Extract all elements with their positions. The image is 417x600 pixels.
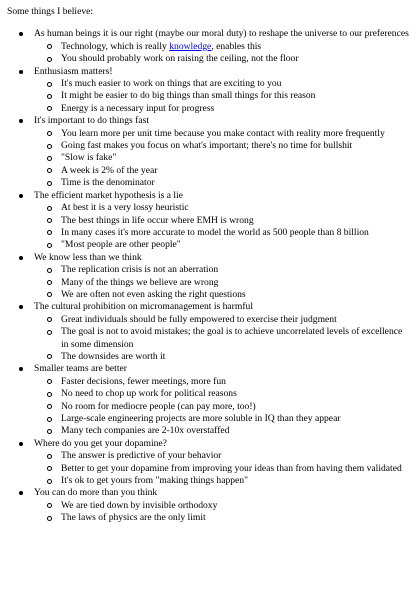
subitem-text: Many of the things we believe are wrong xyxy=(61,276,219,288)
subitem-text: We are often not even asking the right questions xyxy=(61,288,246,300)
bullet-circle-icon xyxy=(47,181,52,186)
belief-subitem xyxy=(34,103,411,115)
belief-sublist xyxy=(34,41,411,66)
bullet-circle-icon xyxy=(47,44,52,49)
bullet-circle-icon xyxy=(47,354,52,359)
bullet-circle-icon xyxy=(47,268,52,273)
belief-item xyxy=(7,487,411,524)
belief-subitem xyxy=(34,227,411,239)
bullet-circle-icon xyxy=(47,466,52,471)
belief-text: The efficient market hypothesis is a lie xyxy=(34,189,184,201)
belief-subitem xyxy=(34,500,411,512)
bullet-circle-icon xyxy=(47,479,52,484)
bullet-circle-icon xyxy=(47,156,52,161)
belief-subitem xyxy=(34,53,411,65)
belief-subitem xyxy=(34,202,411,214)
subitem-text: The best things in life occur where EMH is wrong xyxy=(61,214,254,226)
subitem-text: Better to get your dopamine from improving your ideas than from having them validated xyxy=(61,462,402,474)
bullet-circle-icon xyxy=(47,417,52,422)
belief-subitem xyxy=(34,277,411,289)
subitem-text: The downsides are worth it xyxy=(61,350,166,362)
bullet-disc-icon xyxy=(19,256,23,260)
subitem-text: The laws of physics are the only limit xyxy=(61,512,206,524)
belief-sublist xyxy=(34,78,411,115)
bullet-circle-icon xyxy=(47,503,52,508)
belief-subitem xyxy=(34,450,411,462)
bullet-circle-icon xyxy=(47,404,52,409)
belief-sublist xyxy=(34,264,411,301)
belief-subitem xyxy=(34,425,411,437)
page-heading: Some things I believe: xyxy=(7,6,94,17)
subitem-text: In many cases it's more accurate to model the world as 500 people than 8 billion xyxy=(61,226,369,238)
belief-item xyxy=(7,301,411,363)
bullet-disc-icon xyxy=(19,119,23,123)
beliefs-list xyxy=(7,28,411,524)
bullet-circle-icon xyxy=(47,206,52,211)
subitem-text: Large-scale engineering projects are more soluble in IQ than they appear xyxy=(61,413,341,424)
belief-sublist xyxy=(34,376,411,438)
belief-subitem xyxy=(34,152,411,164)
bullet-disc-icon xyxy=(19,194,23,198)
subitem-text: You should probably work on raising the ceiling, not the floor xyxy=(61,53,299,65)
bullet-circle-icon xyxy=(47,516,52,521)
bullet-disc-icon xyxy=(19,32,23,36)
belief-subitem xyxy=(34,351,411,363)
subitem-text: It's ok to get yours from "making things happen" xyxy=(61,475,249,487)
belief-text: The cultural prohibition on micromanagement is harmful xyxy=(34,301,253,313)
subitem-text: Great individuals should be fully empowered to exercise their judgment xyxy=(61,313,337,325)
belief-text: We know less than we think xyxy=(34,251,142,263)
bullet-disc-icon xyxy=(19,491,23,495)
bullet-disc-icon xyxy=(19,70,23,74)
belief-sublist xyxy=(34,202,411,252)
belief-subitem xyxy=(34,177,411,189)
belief-text: As human beings it is our right (maybe our moral duty) to reshape the universe to our preferences xyxy=(34,28,409,40)
bullet-circle-icon xyxy=(47,243,52,248)
bullet-circle-icon xyxy=(47,379,52,384)
belief-subitem xyxy=(34,165,411,177)
belief-subitem xyxy=(34,90,411,102)
belief-text: Smaller teams are better xyxy=(34,363,127,375)
subitem-text: It might be easier to do big things than small things for this reason xyxy=(61,90,316,102)
subitem-text: At best it is a very lossy heuristic xyxy=(61,202,189,214)
bullet-circle-icon xyxy=(47,94,52,99)
knowledge-link[interactable]: knowledge xyxy=(169,40,212,52)
belief-sublist xyxy=(34,314,411,364)
subitem-text: "Most people are other people" xyxy=(61,239,181,251)
bullet-circle-icon xyxy=(47,57,52,62)
bullet-circle-icon xyxy=(47,106,52,111)
belief-subitem xyxy=(34,264,411,276)
bullet-circle-icon xyxy=(47,168,52,173)
bullet-circle-icon xyxy=(47,330,52,335)
bullet-circle-icon xyxy=(47,131,52,136)
bullet-circle-icon xyxy=(47,429,52,434)
subitem-text: A week is 2% of the year xyxy=(61,164,158,176)
belief-subitem xyxy=(34,475,411,487)
bullet-circle-icon xyxy=(47,280,52,285)
belief-subitem xyxy=(34,128,411,140)
subitem-text: We are tied down by invisible orthodoxy xyxy=(61,499,218,511)
belief-item xyxy=(7,66,411,116)
belief-item xyxy=(7,252,411,302)
bullet-disc-icon xyxy=(19,367,23,371)
belief-sublist xyxy=(34,128,411,190)
subitem-text: No room for mediocre people (can pay more, too!) xyxy=(61,400,256,412)
belief-subitem xyxy=(34,140,411,152)
bullet-circle-icon xyxy=(47,144,52,149)
subitem-text: "Slow is fake" xyxy=(61,152,117,164)
subitem-text: Faster decisions, fewer meetings, more fun xyxy=(61,375,226,387)
belief-subitem xyxy=(34,78,411,90)
bullet-circle-icon xyxy=(47,392,52,397)
subitem-text: Many tech companies are 2-10x overstaffed xyxy=(61,425,230,437)
subitem-text: Going fast makes you focus on what's important; there's no time for bullshit xyxy=(61,140,353,152)
belief-sublist xyxy=(34,450,411,487)
subitem-text-before: Technology, which is really xyxy=(61,40,170,52)
bullet-circle-icon xyxy=(47,454,52,459)
subitem-text-after: , enables this xyxy=(211,40,262,52)
belief-item xyxy=(7,438,411,488)
subitem-text: The goal is not to avoid mistakes; the goal is to achieve uncorrelated levels of excellence in some dimension xyxy=(61,326,403,350)
belief-text: Where do you get your dopamine? xyxy=(34,437,167,449)
belief-subitem xyxy=(34,376,411,388)
bullet-circle-icon xyxy=(47,230,52,235)
belief-sublist xyxy=(34,500,411,525)
belief-text: You can do more than you think xyxy=(34,487,158,499)
bullet-circle-icon xyxy=(47,218,52,223)
belief-subitem xyxy=(34,512,411,524)
belief-subitem xyxy=(34,314,411,326)
belief-subitem xyxy=(34,289,411,301)
belief-text: Enthusiasm matters! xyxy=(34,65,113,77)
subitem-text: The answer is predictive of your behavior xyxy=(61,450,222,462)
subitem-text: Time is the denominator xyxy=(61,177,155,189)
subitem-text: No need to chop up work for political reasons xyxy=(61,388,237,400)
subitem-text: Energy is a necessary input for progress xyxy=(61,102,215,114)
bullet-disc-icon xyxy=(19,442,23,446)
subitem-text: You learn more per unit time because you make contact with reality more frequently xyxy=(61,127,385,139)
belief-subitem xyxy=(34,239,411,251)
bullet-circle-icon xyxy=(47,317,52,322)
belief-item xyxy=(7,28,411,65)
belief-text: It's important to do things fast xyxy=(34,115,149,127)
subitem-text: It's much easier to work on things that are exciting to you xyxy=(61,78,282,90)
belief-subitem xyxy=(34,413,411,425)
belief-item xyxy=(7,190,411,252)
belief-subitem xyxy=(34,326,411,351)
belief-subitem xyxy=(34,401,411,413)
subitem-text: The replication crisis is not an aberration xyxy=(61,264,219,276)
bullet-disc-icon xyxy=(19,305,23,309)
belief-item xyxy=(7,363,411,437)
bullet-circle-icon xyxy=(47,292,52,297)
bullet-circle-icon xyxy=(47,82,52,87)
belief-subitem xyxy=(34,388,411,400)
belief-subitem xyxy=(34,463,411,475)
belief-subitem xyxy=(34,215,411,227)
belief-item xyxy=(7,115,411,189)
belief-subitem xyxy=(34,41,411,53)
